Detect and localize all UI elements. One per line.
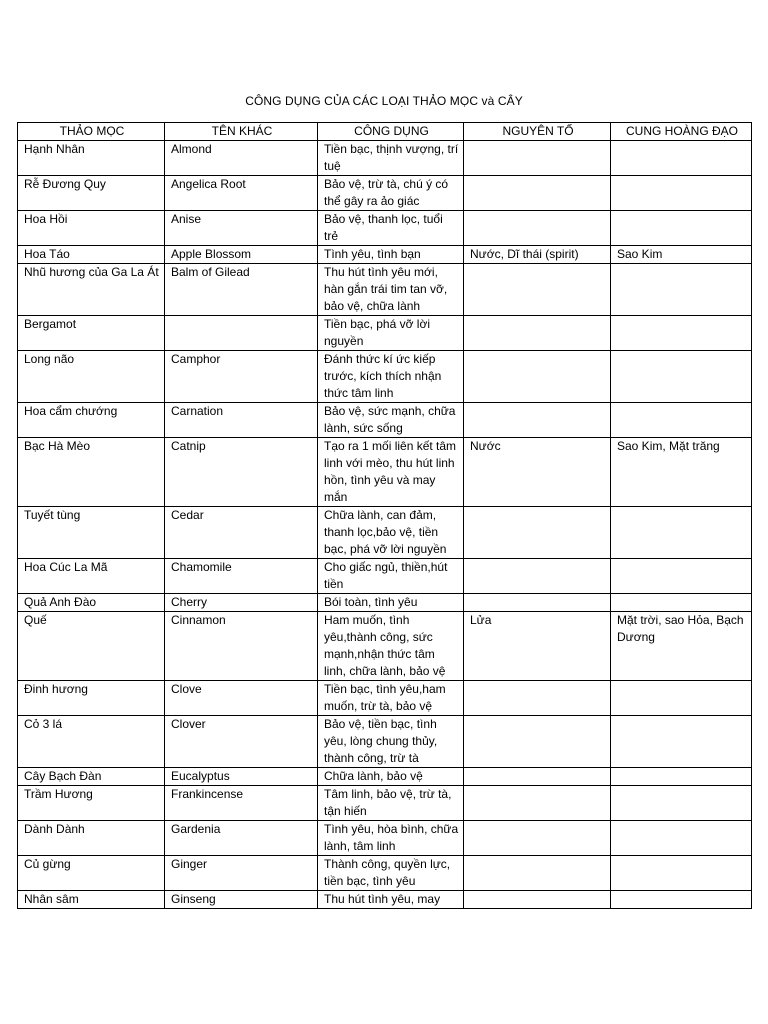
table-row	[18, 821, 752, 856]
other-name-cell: Cherry	[165, 594, 318, 612]
zodiac-cell	[611, 681, 752, 716]
table-row	[18, 768, 752, 786]
element-cell	[464, 786, 611, 821]
element-cell	[464, 821, 611, 856]
header-other-name: TÊN KHÁC	[165, 123, 318, 141]
other-name-cell: Carnation	[165, 403, 318, 438]
other-name-cell: Ginger	[165, 856, 318, 891]
herb-cell: Long não	[18, 351, 165, 403]
herb-cell: Bạc Hà Mèo	[18, 438, 165, 507]
uses-cell: Tiền bạc, phá vỡ lời nguyền	[318, 316, 464, 351]
zodiac-cell	[611, 559, 752, 594]
zodiac-cell	[611, 594, 752, 612]
zodiac-cell	[611, 891, 752, 909]
zodiac-cell: Sao Kim	[611, 246, 752, 264]
element-cell: Nước	[464, 438, 611, 507]
table-header-row	[18, 123, 752, 141]
herb-cell: Cây Bạch Đàn	[18, 768, 165, 786]
other-name-cell: Frankincense	[165, 786, 318, 821]
herb-cell: Nhũ hương của Ga La Át	[18, 264, 165, 316]
table-row	[18, 141, 752, 176]
herb-cell: Hoa Cúc La Mã	[18, 559, 165, 594]
header-zodiac: CUNG HOÀNG ĐẠO	[611, 123, 752, 141]
document-title: CÔNG DỤNG CỦA CÁC LOẠI THẢO MỌC và CÂY	[245, 94, 523, 108]
uses-cell: Tiền bạc, thịnh vượng, trí tuệ	[318, 141, 464, 176]
uses-cell: Tạo ra 1 mối liên kết tâm linh với mèo, thu hút linh hồn, tình yêu và may mắn	[318, 438, 464, 507]
other-name-cell: Ginseng	[165, 891, 318, 909]
element-cell	[464, 594, 611, 612]
zodiac-cell: Mặt trời, sao Hỏa, Bạch Dương	[611, 612, 752, 681]
element-cell	[464, 507, 611, 559]
element-cell	[464, 403, 611, 438]
other-name-cell: Gardenia	[165, 821, 318, 856]
table-row	[18, 264, 752, 316]
element-cell	[464, 891, 611, 909]
zodiac-cell	[611, 856, 752, 891]
uses-cell: Cho giấc ngủ, thiền,hút tiền	[318, 559, 464, 594]
other-name-cell: Cedar	[165, 507, 318, 559]
uses-cell: Tình yêu, hòa bình, chữa lành, tâm linh	[318, 821, 464, 856]
element-cell	[464, 768, 611, 786]
other-name-cell: Camphor	[165, 351, 318, 403]
herb-cell: Nhân sâm	[18, 891, 165, 909]
table-row	[18, 176, 752, 211]
table-row	[18, 681, 752, 716]
uses-cell: Bói toàn, tình yêu	[318, 594, 464, 612]
zodiac-cell	[611, 264, 752, 316]
herb-cell: Trầm Hương	[18, 786, 165, 821]
element-cell: Lửa	[464, 612, 611, 681]
uses-cell: Tiền bạc, tình yêu,ham muốn, trừ tà, bảo vệ	[318, 681, 464, 716]
uses-cell: Bảo vệ, sức mạnh, chữa lành, sức sống	[318, 403, 464, 438]
zodiac-cell	[611, 351, 752, 403]
zodiac-cell	[611, 176, 752, 211]
herb-cell: Dành Dành	[18, 821, 165, 856]
element-cell	[464, 264, 611, 316]
other-name-cell	[165, 316, 318, 351]
other-name-cell: Balm of Gilead	[165, 264, 318, 316]
uses-cell: Bảo vệ, tiền bạc, tình yêu, lòng chung thủy, thành công, trừ tà	[318, 716, 464, 768]
header-herb: THẢO MỌC	[18, 123, 165, 141]
uses-cell: Tâm linh, bảo vệ, trừ tà, tận hiến	[318, 786, 464, 821]
other-name-cell: Cinnamon	[165, 612, 318, 681]
zodiac-cell	[611, 211, 752, 246]
table-row	[18, 594, 752, 612]
uses-cell: Tình yêu, tình bạn	[318, 246, 464, 264]
table-row	[18, 891, 752, 909]
herb-cell: Rễ Đương Quy	[18, 176, 165, 211]
herb-cell: Hoa Hồi	[18, 211, 165, 246]
other-name-cell: Chamomile	[165, 559, 318, 594]
header-uses: CÔNG DỤNG	[318, 123, 464, 141]
herb-cell: Quế	[18, 612, 165, 681]
uses-cell: Thu hút tình yêu mới, hàn gắn trái tim tan vỡ, bảo vệ, chữa lành	[318, 264, 464, 316]
zodiac-cell	[611, 768, 752, 786]
zodiac-cell	[611, 716, 752, 768]
herb-cell: Hoa Táo	[18, 246, 165, 264]
table-row	[18, 507, 752, 559]
element-cell	[464, 716, 611, 768]
other-name-cell: Angelica Root	[165, 176, 318, 211]
header-element: NGUYÊN TỐ	[464, 123, 611, 141]
table-row	[18, 316, 752, 351]
element-cell: Nước, Dĩ thái (spirit)	[464, 246, 611, 264]
other-name-cell: Anise	[165, 211, 318, 246]
table-row	[18, 403, 752, 438]
herb-cell: Đinh hương	[18, 681, 165, 716]
herb-cell: Hạnh Nhân	[18, 141, 165, 176]
zodiac-cell: Sao Kim, Mặt trăng	[611, 438, 752, 507]
other-name-cell: Clover	[165, 716, 318, 768]
zodiac-cell	[611, 403, 752, 438]
other-name-cell: Almond	[165, 141, 318, 176]
herb-cell: Tuyết tùng	[18, 507, 165, 559]
herb-cell: Củ gừng	[18, 856, 165, 891]
other-name-cell: Catnip	[165, 438, 318, 507]
element-cell	[464, 559, 611, 594]
uses-cell: Thu hút tình yêu, may	[318, 891, 464, 909]
element-cell	[464, 141, 611, 176]
herb-cell: Quả Anh Đào	[18, 594, 165, 612]
uses-cell: Bảo vệ, trừ tà, chú ý có thể gây ra ảo giác	[318, 176, 464, 211]
table-row	[18, 856, 752, 891]
uses-cell: Ham muốn, tình yêu,thành công, sức mạnh,nhận thức tâm linh, chữa lành, bảo vệ	[318, 612, 464, 681]
uses-cell: Chữa lành, can đảm, thanh lọc,bảo vệ, tiền bạc, phá vỡ lời nguyền	[318, 507, 464, 559]
table-row	[18, 716, 752, 768]
table-row	[18, 438, 752, 507]
uses-cell: Thành công, quyền lực, tiền bạc, tình yêu	[318, 856, 464, 891]
element-cell	[464, 351, 611, 403]
herb-table	[17, 122, 752, 909]
uses-cell: Chữa lành, bảo vệ	[318, 768, 464, 786]
table-row	[18, 559, 752, 594]
herb-cell: Hoa cẩm chướng	[18, 403, 165, 438]
other-name-cell: Eucalyptus	[165, 768, 318, 786]
other-name-cell: Apple Blossom	[165, 246, 318, 264]
element-cell	[464, 211, 611, 246]
element-cell	[464, 316, 611, 351]
table-row	[18, 246, 752, 264]
zodiac-cell	[611, 141, 752, 176]
uses-cell: Bảo vệ, thanh lọc, tuổi trẻ	[318, 211, 464, 246]
table-row	[18, 351, 752, 403]
table-row	[18, 612, 752, 681]
herb-cell: Cỏ 3 lá	[18, 716, 165, 768]
element-cell	[464, 176, 611, 211]
element-cell	[464, 856, 611, 891]
zodiac-cell	[611, 316, 752, 351]
uses-cell: Đánh thức kí ức kiếp trước, kích thích nhận thức tâm linh	[318, 351, 464, 403]
table-row	[18, 211, 752, 246]
zodiac-cell	[611, 786, 752, 821]
zodiac-cell	[611, 821, 752, 856]
other-name-cell: Clove	[165, 681, 318, 716]
table-row	[18, 786, 752, 821]
herb-cell: Bergamot	[18, 316, 165, 351]
element-cell	[464, 681, 611, 716]
zodiac-cell	[611, 507, 752, 559]
